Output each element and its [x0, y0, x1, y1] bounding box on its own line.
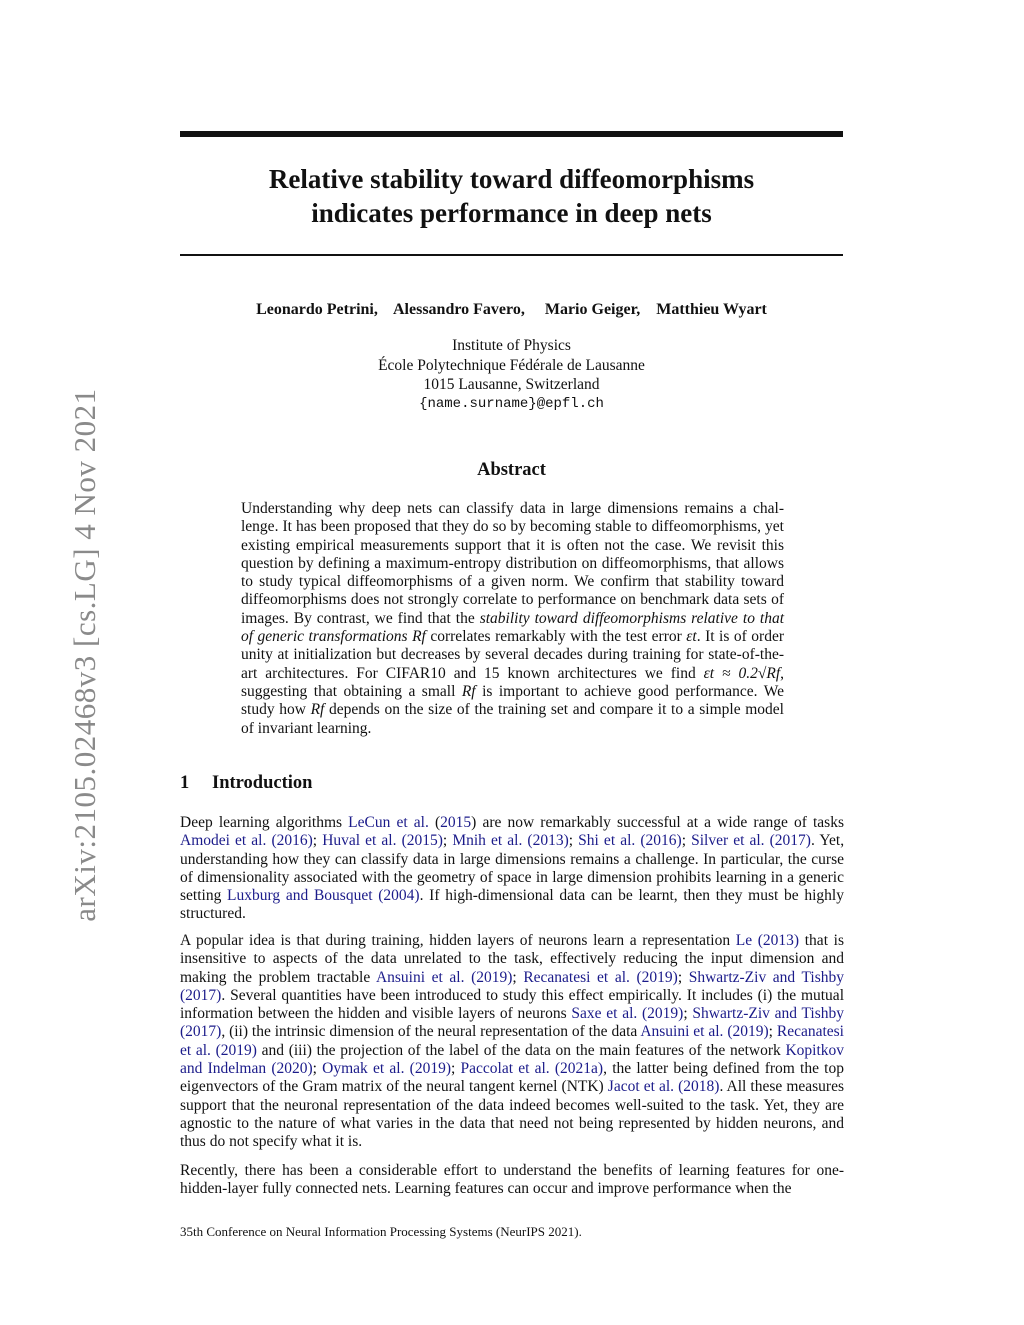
- citation-link[interactable]: Amodei et al.: [180, 832, 267, 850]
- citation-year-link[interactable]: (2019): [723, 1023, 769, 1041]
- citation-year-link[interactable]: (2018): [674, 1078, 720, 1096]
- affiliation-institute: Institute of Physics: [452, 337, 571, 354]
- citation-link[interactable]: Shi et al.: [578, 832, 636, 850]
- title-rule-top: [180, 131, 843, 137]
- intro-paragraph-3: Recently, there has been a considerable effort to understand the benefits of learning features for one-hidden-layer fully connected nets. Learning features can occur and improve performance when the: [180, 1162, 844, 1198]
- math-test-error: εt: [686, 628, 697, 646]
- citation-year-link[interactable]: (2017): [180, 986, 222, 1004]
- conference-footnote: 35th Conference on Neural Information Processing Systems (NeurIPS 2021).: [180, 1224, 582, 1239]
- citation-link[interactable]: Paccolat et al.: [460, 1060, 550, 1078]
- author-list: Leonardo Petrini, Alessandro Favero, Mario Geiger, Matthieu Wyart: [256, 301, 767, 318]
- citation-year-link[interactable]: (2019): [629, 968, 678, 986]
- abstract-emphasis: stability toward diffeomorphisms relative to that of generic transformations: [241, 609, 785, 646]
- affiliation-block: [180, 336, 843, 414]
- citation-year-link[interactable]: (2019): [464, 968, 513, 986]
- title-rule-bottom: [180, 254, 843, 256]
- title-line-2: indicates performance in deep nets: [311, 198, 712, 228]
- citation-year-link[interactable]: (2016): [266, 832, 313, 850]
- paper-title: [180, 162, 843, 230]
- section-number: 1: [180, 773, 190, 793]
- citation-year-link[interactable]: (2004): [372, 887, 420, 905]
- citation-link[interactable]: Shwartz-Ziv and Tishby: [692, 1005, 844, 1023]
- citation-year-link[interactable]: (2019): [637, 1005, 684, 1023]
- citation-link[interactable]: Saxe et al.: [571, 1005, 638, 1023]
- citation-link[interactable]: Ansuini et al.: [640, 1023, 724, 1041]
- section-title: Introduction: [212, 773, 313, 793]
- citation-year-link[interactable]: 2015: [440, 814, 472, 831]
- citation-year-link[interactable]: (2017): [764, 832, 811, 850]
- abstract-text: Understanding why deep nets can classify data in large dimensions remains a challenge. It has been proposed that they do so by becoming stable to diffeomorphisms, yet existing empirical measurements support that it is often not the case. We revisit this question by defining a maximum-entropy distribution on diffeomorphisms, that allows to study typical diffeomorphisms of a given norm. We confirm that stability toward diffeomorphisms does not strongly correlate to performance on benchmark data sets of images. By contrast, we find that the stability toward diffeomorphisms relative to that of generic transformations Rf correlates remarkably with the test error εt. It is of order unity at initialization but decreases by several decades during training for state-of-the-art architectures. For CIFAR10 and 15 known architectures we find εt ≈ 0.2√Rf, suggesting that obtaining a small Rf is important to achieve good performance. We study how Rf depends on the size of the training set and compare it to a simple model of invariant learning.: [241, 500, 785, 737]
- citation-link[interactable]: Le: [735, 932, 753, 949]
- citation-link[interactable]: Ansuini et al.: [375, 968, 465, 986]
- citation-link[interactable]: Oymak et al.: [322, 1060, 405, 1078]
- affiliation-university: École Polytechnique Fédérale de Lausanne: [378, 356, 645, 374]
- citation-year-link[interactable]: (2017): [180, 1023, 222, 1041]
- citation-year-link[interactable]: (2013): [752, 932, 800, 949]
- citation-link[interactable]: Recanatesi et al.: [523, 968, 630, 986]
- arxiv-sidebar-stamp: [25, 355, 102, 955]
- arxiv-identifier: arXiv:2105.02468v3 [cs.LG] 4 Nov 2021: [67, 388, 102, 922]
- title-line-1: Relative stability toward diffeomorphisms: [268, 164, 755, 194]
- affiliation-address: 1015 Lausanne, Switzerland: [423, 376, 600, 393]
- citation-link[interactable]: Kopitkov and Indelman: [180, 1041, 844, 1078]
- citation-year-link[interactable]: (2015): [396, 832, 443, 850]
- citation-year-link[interactable]: (2013): [522, 832, 569, 850]
- citation-link[interactable]: Luxburg and Bousquet: [227, 887, 373, 905]
- citation-year-link[interactable]: (2019): [210, 1041, 257, 1059]
- math-scaling-relation: εt ≈ 0.2√Rf: [703, 664, 781, 682]
- math-rf: Rf: [412, 628, 426, 646]
- math-rf: Rf: [310, 701, 325, 719]
- intro-paragraph-2: A popular idea is that during training, hidden layers of neurons learn a representation Le (2013) that is insensitive to aspects of the data unrelated to the task, effectively reducing the input dimension and making the problem tractable Ansuini et al. (2019); Recanatesi et al. (2019); Shwartz-Ziv and Tishby (2017). Several quantities have been introduced to study this effect empirically. It includes (i) the mutual information between the hidden and visible layers of neurons Saxe et al. (2019); Shwartz-Ziv and Tishby (2017), (ii) the intrinsic dimension of the neural representation of the data Ansuini et al. (2019); Recanatesi et al. (2019) and (iii) the projection of the label of the data on the main features of the network Kopitkov and Indelman (2020); Oymak et al. (2019); Paccolat et al. (2021a), the latter being defined from the top eigenvectors of the Gram matrix of the neural tangent kernel (NTK) Jacot et al. (2018). All these measures support that the neuronal representation of the data indeed becomes well-suited to the task. Yet, they are agnostic to the nature of what varies in the data that need not being represented by hidden neurons, and thus do not specify what it is.: [180, 932, 844, 1151]
- affiliation-email: {name.surname}@epfl.ch: [419, 395, 604, 412]
- citation-link[interactable]: Recanatesi et al.: [180, 1023, 844, 1059]
- citation-year-link[interactable]: (2020): [266, 1060, 313, 1078]
- citation-year-link[interactable]: (2016): [635, 832, 682, 850]
- citation-link[interactable]: LeCun et al.: [348, 814, 429, 831]
- citation-link[interactable]: Shwartz-Ziv and Tishby: [688, 968, 844, 986]
- citation-year-link[interactable]: (2021a): [549, 1060, 604, 1078]
- citation-link[interactable]: Jacot et al.: [607, 1078, 675, 1096]
- citation-link[interactable]: Silver et al.: [691, 832, 765, 850]
- citation-year-link[interactable]: (2019): [404, 1060, 451, 1078]
- section-heading-introduction: [180, 772, 312, 794]
- intro-paragraph-1: Deep learning algorithms LeCun et al. (2015) are now remarkably successful at a wide range of tasks Amodei et al. (2016); Huval et al. (2015); Mnih et al. (2013); Shi et al. (2016); Silver et al. (2017). Yet, understanding how they can classify data in large dimensions remains a challenge. In particular, the curse of dimensionality associated with the geometry of space in large dimension prohibits learning in a generic setting Luxburg and Bousquet (2004). If high-dimensional data can be learnt, then they must be highly structured.: [180, 814, 845, 923]
- citation-link[interactable]: Huval et al.: [322, 832, 397, 850]
- abstract-heading: Abstract: [477, 460, 546, 480]
- citation-link[interactable]: Mnih et al.: [452, 832, 523, 850]
- math-rf: Rf: [461, 682, 476, 700]
